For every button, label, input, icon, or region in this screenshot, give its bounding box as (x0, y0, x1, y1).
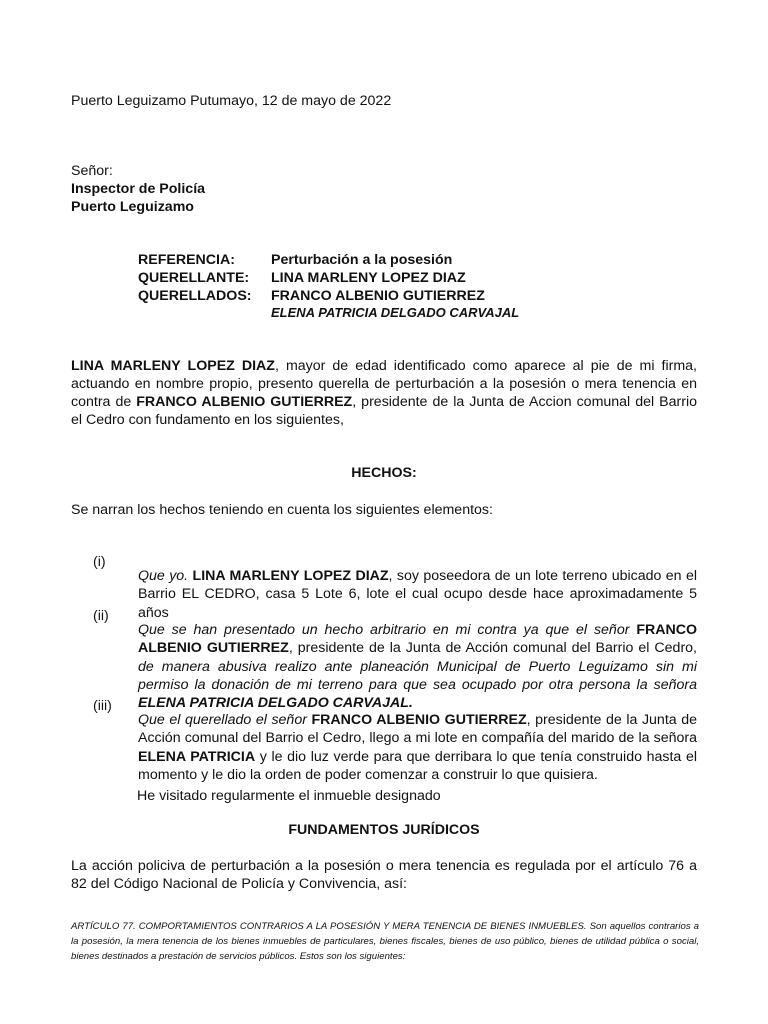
item-number: (iii) (93, 698, 112, 714)
hechos-intro: Se narran los hechos teniendo en cuenta los siguientes elementos: (71, 502, 493, 518)
reference-row (138, 251, 452, 269)
list-item: Que yo. LINA MARLENY LOPEZ DIAZ, soy poseedora de un lote terreno ubicado en el Barrio EL CEDRO, casa 5 Lote 6, lote el cual ocupo desde hace aproximadamente 5 años (138, 568, 697, 621)
reference-value: Perturbación a la posesión (271, 252, 453, 268)
reference-key: REFERENCIA: (138, 252, 235, 268)
recipient-city: Puerto Leguizamo (71, 199, 194, 215)
querellante-row (138, 269, 466, 287)
list-item: Que se han presentado un hecho arbitrario en mi contra ya que el señor FRANCO ALBENIO GUTIERREZ, presidente de la Junta de Acción comunal del Barrio el Cedro, de manera abusiva realizo ante planeación Municipal de Puerto Leguizamo sin mi permiso la donación de mi terreno para que sea ocupado por otra persona la señora ELENA PATRICIA DELGADO CARVAJAL. (138, 622, 697, 711)
querellados-extra-value: ELENA PATRICIA DELGADO CARVAJAL (271, 305, 520, 320)
item-number: (ii) (93, 608, 109, 624)
querellados-row (138, 287, 485, 305)
fundamentos-paragraph: La acción policiva de perturbación a la posesión o mera tenencia es regulada por el artículo 76 a 82 del Código Nacional de Policía y Convivencia, así: (71, 858, 697, 892)
querellante-key: QUERELLANTE: (138, 270, 250, 286)
querellados-extra-row (138, 304, 519, 322)
recipient-title: Inspector de Policía (71, 181, 206, 197)
querellados-key: QUERELLADOS: (138, 288, 252, 304)
item-number: (i) (93, 554, 106, 570)
intro-text-2: , presidente de la Junta de Accion comunal del Barrio el Cedro con fundamento en los siguientes, (71, 394, 698, 428)
fundamentos-heading: FUNDAMENTOS JURÍDICOS (288, 822, 480, 838)
article-77-text: ARTÍCULO 77. COMPORTAMIENTOS CONTRARIOS A LA POSESIÓN Y MERA TENENCIA DE BIENES INMUEBLES. Son aquellos contrarios a la posesión, la mera tenencia de los bienes inmuebles de particulares, bienes fiscales, bienes de uso público, bienes de utilidad pública o social, bienes destinados a prestación de servicios públicos. Estos son los siguientes: (71, 920, 699, 962)
hechos-heading: HECHOS: (351, 465, 417, 481)
hechos-closing: He visitado regularmente el inmueble designado (137, 788, 441, 804)
querellante-value: LINA MARLENY LOPEZ DIAZ (271, 270, 466, 286)
intro-accused: FRANCO ALBENIO GUTIERREZ (136, 394, 353, 410)
list-item: Que el querellado el señor FRANCO ALBENIO GUTIERREZ, presidente de la Junta de Acción comunal del Barrio el Cedro, llego a mi lote en compañía del marido de la señora ELENA PATRICIA y le dio luz verde para que derribara lo que tenía construido hasta el momento y le dio la orden de poder comenzar a construir lo que quisiera. (138, 712, 698, 783)
place-date: Puerto Leguizamo Putumayo, 12 de mayo de 2022 (71, 93, 392, 109)
querellados-value: FRANCO ALBENIO GUTIERREZ (271, 288, 485, 304)
intro-text-1: , mayor de edad identificado como aparece al pie de mi firma, actuando en nombre propio, presento querella de perturbación a la posesión o mera tenencia en contra de (71, 358, 697, 410)
intro-name: LINA MARLENY LOPEZ DIAZ (71, 358, 275, 374)
intro-paragraph (71, 357, 697, 429)
recipient-salutation: Señor: (71, 163, 113, 179)
